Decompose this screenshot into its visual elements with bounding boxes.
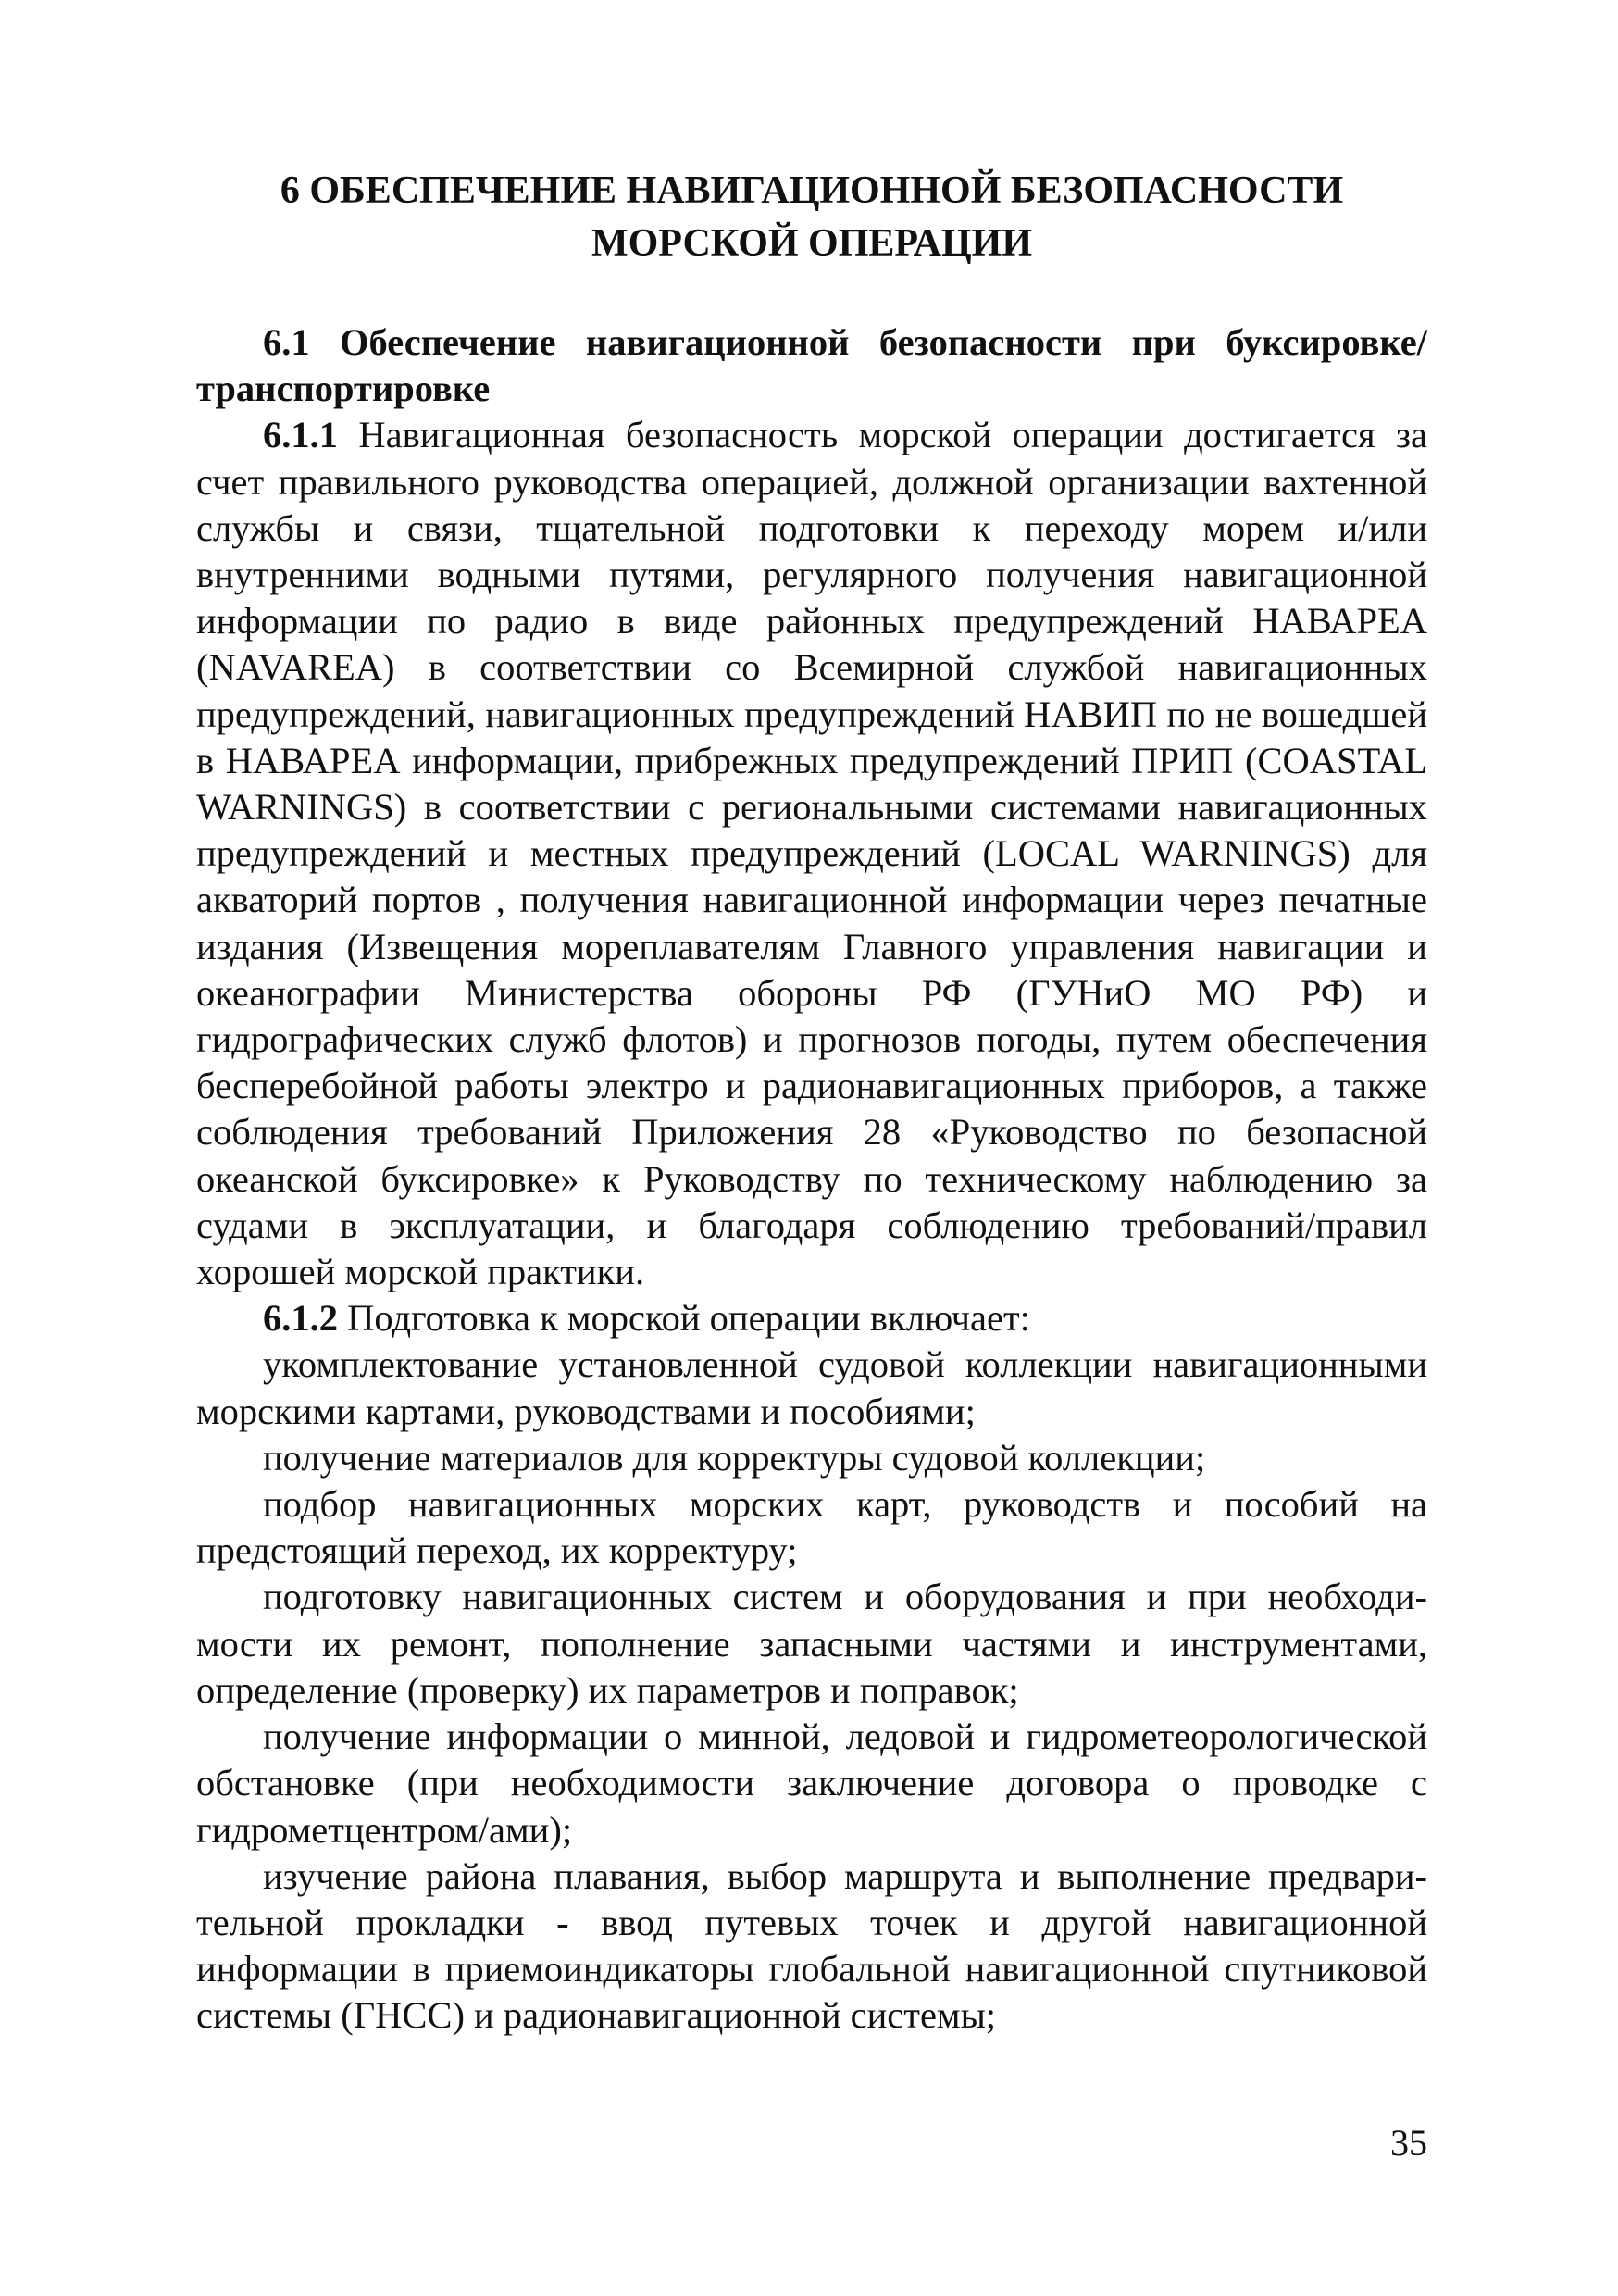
list-item: изучение района плавания, выбор маршрута и выполнение предварительной прокладки - ввод путевых точек и другой навигационной информации в приемоиндикаторы глобальной навигационной спутниковой системы (ГНСС) и радионавигационной системы; [196,1854,1427,2037]
section-6-1-title: 6.1 Обеспечение навигационной безопасности при буксировке/ транспортировке [196,321,1427,410]
list-item: подготовку навигационных систем и оборудования и при необходимости их ремонт, пополнение запасными частями и инструментами, определение (проверку) их параметров и поправок; [196,1576,1427,1711]
paragraph-6-1-1-text: Навигационная безопасность морской операции достигается за счет правильного руководства операцией, должной организации вахтенной службы и связи, тщательной подготовки к переходу морем и/или внутренними водными путями, регулярного получения навигационной информации по радио в виде районных предупреждений НАВАРЕА (NAVAREA) в соответствии со Всемирной службой навигационных предупреждений, навигационных предупреждений НАВИП по не вошедшей в НАВАРЕА информации, прибрежных предупреждений ПРИП (COASTAL WARNINGS) в соответствии с региональными системами навигационных предупреждений и местных предупреждений (LOCAL WARNINGS) для акваторий портов , получения навигационной информации через печатные издания (Извещения мореплавателям Главного управления навигации и океанографии Министерства обороны РФ (ГУНиО МО РФ) и гидрографических служб флотов) и прогнозов погоды, путем обеспечения бесперебойной работы электро и радионавигационных приборов, а также соблюдения требований Приложения 28 «Руководство по безопасной океанской буксировке» к Руководству по техническому наблюдению за судами в эксплуатации, и благодаря соблюдению требований/правил хорошей морской практики. [196,414,1427,1293]
list-item: получение материалов для корректуры судовой коллекции; [263,1436,1206,1479]
paragraph-6-1-2-number: 6.1.2 [263,1297,338,1340]
paragraph-6-1-2 [196,1295,1427,1341]
list-item: укомплектование установленной судовой коллекции навигационными морскими картами, руководствами и пособиями; [196,1343,1427,1432]
list-item: получение информации о минной, ледовой и гидрометеорологической обстановке (при необходимости заключение договора о проводке с гидрометцентром/ами); [196,1716,1427,1851]
paragraph-6-1-1-number: 6.1.1 [263,414,338,456]
paragraph-6-1-1 [196,412,1427,1295]
list-item: подбор навигационных морских карт, руководств и пособий на предстоящий переход, их корректуру; [196,1483,1427,1572]
paragraph-6-1-2-text: Подготовка к морской операции включает: [347,1297,1030,1340]
page-number: 35 [1390,2122,1427,2164]
chapter-heading-line-2: МОРСКОЙ ОПЕРАЦИИ [591,222,1033,265]
chapter-heading-line-1: 6 ОБЕСПЕЧЕНИЕ НАВИГАЦИОННОЙ БЕЗОПАСНОСТИ [280,169,1344,212]
chapter-heading [196,165,1427,270]
body-text [196,319,1427,2040]
